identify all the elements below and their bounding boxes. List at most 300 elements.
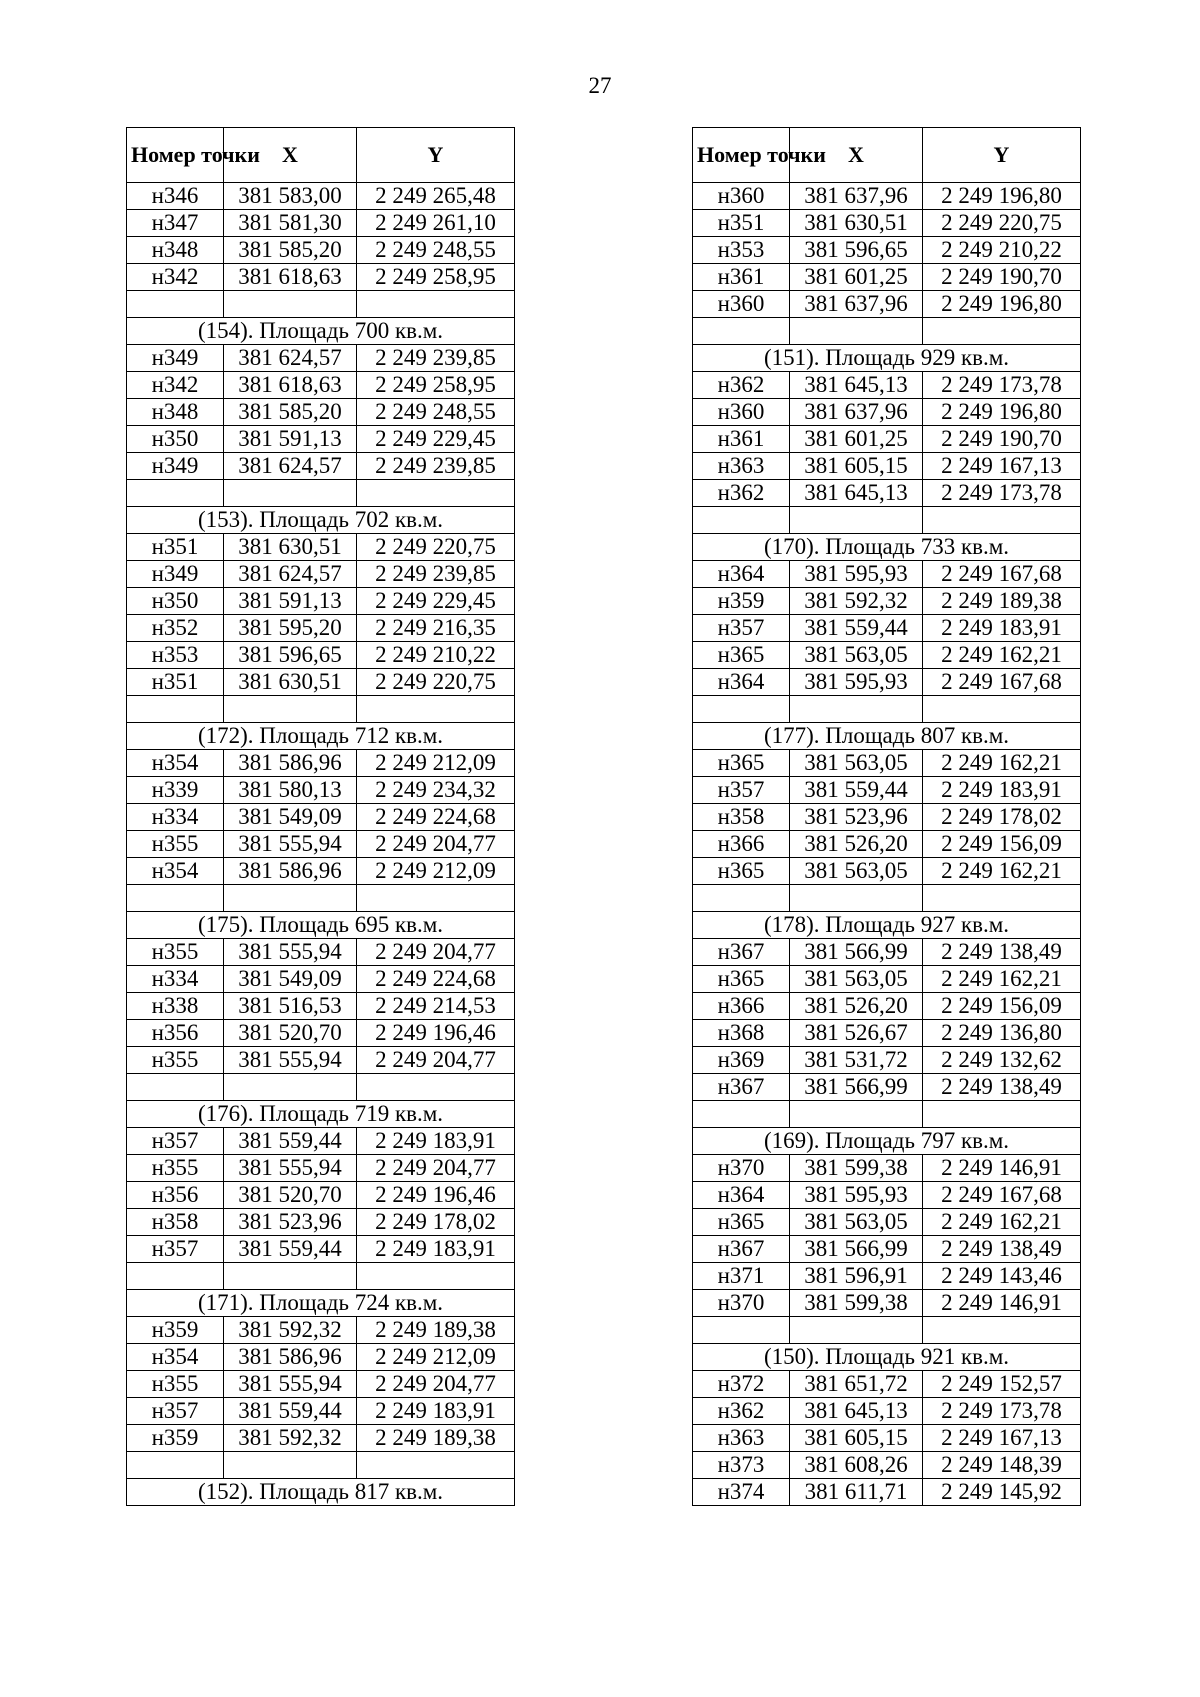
point-number-cell: н355: [127, 1371, 224, 1398]
point-number-cell: н355: [127, 1047, 224, 1074]
x-coordinate-cell: 381 630,51: [224, 534, 357, 561]
empty-cell: [357, 1263, 515, 1290]
empty-cell: [923, 1101, 1081, 1128]
x-coordinate-cell: 381 555,94: [224, 831, 357, 858]
point-number-cell: н370: [693, 1290, 790, 1317]
x-coordinate-cell: 381 523,96: [224, 1209, 357, 1236]
table-row: [127, 831, 515, 858]
table-row: [127, 804, 515, 831]
table-row: [693, 453, 1081, 480]
x-coordinate-cell: 381 563,05: [790, 1209, 923, 1236]
point-number-cell: н371: [693, 1263, 790, 1290]
x-coordinate-cell: 381 563,05: [790, 858, 923, 885]
x-coordinate-cell: 381 586,96: [224, 1344, 357, 1371]
point-number-cell: н365: [693, 858, 790, 885]
x-coordinate-cell: 381 595,93: [790, 561, 923, 588]
table-row: [127, 1398, 515, 1425]
x-coordinate-cell: 381 645,13: [790, 372, 923, 399]
x-coordinate-cell: 381 559,44: [224, 1398, 357, 1425]
point-number-cell: н364: [693, 1182, 790, 1209]
point-number-cell: н334: [127, 804, 224, 831]
table-row: [127, 642, 515, 669]
parcel-area-label: (151). Площадь 929 кв.м.: [693, 345, 1081, 372]
parcel-area-label: (178). Площадь 927 кв.м.: [693, 912, 1081, 939]
point-number-cell: н360: [693, 291, 790, 318]
x-coordinate-cell: 381 624,57: [224, 561, 357, 588]
x-coordinate-cell: 381 630,51: [224, 669, 357, 696]
y-coordinate-cell: 2 249 152,57: [923, 1371, 1081, 1398]
point-number-cell: н367: [693, 939, 790, 966]
x-coordinate-cell: 381 526,20: [790, 831, 923, 858]
table-row: [127, 264, 515, 291]
table-row: [693, 561, 1081, 588]
y-coordinate-cell: 2 249 196,46: [357, 1020, 515, 1047]
x-coordinate-cell: 381 592,32: [224, 1425, 357, 1452]
parcel-area-label: (176). Площадь 719 кв.м.: [127, 1101, 515, 1128]
point-number-cell: н365: [693, 642, 790, 669]
y-coordinate-cell: 2 249 145,92: [923, 1479, 1081, 1506]
parcel-area-row: [127, 1290, 515, 1317]
empty-cell: [127, 1452, 224, 1479]
x-coordinate-cell: 381 555,94: [224, 939, 357, 966]
empty-cell: [224, 696, 357, 723]
y-coordinate-cell: 2 249 196,46: [357, 1182, 515, 1209]
x-coordinate-cell: 381 526,20: [790, 993, 923, 1020]
empty-row: [693, 1101, 1081, 1128]
y-coordinate-cell: 2 249 224,68: [357, 966, 515, 993]
empty-cell: [357, 885, 515, 912]
table-body-right: [693, 183, 1081, 1506]
parcel-area-row: [127, 318, 515, 345]
empty-cell: [127, 291, 224, 318]
y-coordinate-cell: 2 249 229,45: [357, 588, 515, 615]
parcel-area-row: [693, 912, 1081, 939]
empty-row: [693, 885, 1081, 912]
empty-cell: [127, 885, 224, 912]
empty-row: [693, 507, 1081, 534]
x-coordinate-cell: 381 618,63: [224, 372, 357, 399]
x-coordinate-cell: 381 549,09: [224, 804, 357, 831]
empty-cell: [790, 885, 923, 912]
table-row: [693, 669, 1081, 696]
empty-cell: [224, 480, 357, 507]
table-row: [127, 1344, 515, 1371]
y-coordinate-cell: 2 249 138,49: [923, 1074, 1081, 1101]
point-number-cell: н342: [127, 372, 224, 399]
y-coordinate-cell: 2 249 220,75: [357, 669, 515, 696]
table-row: [693, 750, 1081, 777]
x-coordinate-cell: 381 630,51: [790, 210, 923, 237]
point-number-cell: н362: [693, 480, 790, 507]
x-coordinate-cell: 381 637,96: [790, 183, 923, 210]
y-coordinate-cell: 2 249 183,91: [357, 1398, 515, 1425]
parcel-area-label: (152). Площадь 817 кв.м.: [127, 1479, 515, 1506]
x-coordinate-cell: 381 618,63: [224, 264, 357, 291]
empty-row: [693, 1317, 1081, 1344]
point-number-cell: н358: [127, 1209, 224, 1236]
y-coordinate-cell: 2 249 229,45: [357, 426, 515, 453]
header-point-number: Номер точки: [693, 128, 790, 183]
empty-cell: [224, 1263, 357, 1290]
empty-cell: [357, 1452, 515, 1479]
y-coordinate-cell: 2 249 143,46: [923, 1263, 1081, 1290]
table-row: [693, 1452, 1081, 1479]
point-number-cell: н361: [693, 264, 790, 291]
table-row: [693, 642, 1081, 669]
point-number-cell: н357: [693, 615, 790, 642]
x-coordinate-cell: 381 566,99: [790, 1236, 923, 1263]
table-row: [127, 615, 515, 642]
point-number-cell: н362: [693, 1398, 790, 1425]
y-coordinate-cell: 2 249 234,32: [357, 777, 515, 804]
x-coordinate-cell: 381 596,91: [790, 1263, 923, 1290]
table-row: [693, 858, 1081, 885]
y-coordinate-cell: 2 249 156,09: [923, 831, 1081, 858]
y-coordinate-cell: 2 249 204,77: [357, 1047, 515, 1074]
empty-row: [127, 885, 515, 912]
y-coordinate-cell: 2 249 204,77: [357, 1155, 515, 1182]
y-coordinate-cell: 2 249 162,21: [923, 642, 1081, 669]
table-row: [693, 480, 1081, 507]
table-row: [127, 426, 515, 453]
point-number-cell: н354: [127, 1344, 224, 1371]
point-number-cell: н350: [127, 426, 224, 453]
point-number-cell: н374: [693, 1479, 790, 1506]
x-coordinate-cell: 381 580,13: [224, 777, 357, 804]
point-number-cell: н362: [693, 372, 790, 399]
x-coordinate-cell: 381 566,99: [790, 1074, 923, 1101]
empty-cell: [127, 480, 224, 507]
table-row: [693, 1155, 1081, 1182]
point-number-cell: н351: [693, 210, 790, 237]
y-coordinate-cell: 2 249 132,62: [923, 1047, 1081, 1074]
table-row: [693, 291, 1081, 318]
y-coordinate-cell: 2 249 173,78: [923, 372, 1081, 399]
y-coordinate-cell: 2 249 156,09: [923, 993, 1081, 1020]
table-row: [693, 1263, 1081, 1290]
point-number-cell: н356: [127, 1020, 224, 1047]
empty-cell: [790, 1101, 923, 1128]
y-coordinate-cell: 2 249 189,38: [923, 588, 1081, 615]
y-coordinate-cell: 2 249 190,70: [923, 264, 1081, 291]
x-coordinate-cell: 381 526,67: [790, 1020, 923, 1047]
y-coordinate-cell: 2 249 173,78: [923, 1398, 1081, 1425]
x-coordinate-cell: 381 523,96: [790, 804, 923, 831]
parcel-area-label: (153). Площадь 702 кв.м.: [127, 507, 515, 534]
table-row: [693, 588, 1081, 615]
point-number-cell: н357: [127, 1398, 224, 1425]
x-coordinate-cell: 381 599,38: [790, 1155, 923, 1182]
y-coordinate-cell: 2 249 212,09: [357, 1344, 515, 1371]
table-row: [693, 777, 1081, 804]
table-row: [693, 615, 1081, 642]
empty-row: [127, 1452, 515, 1479]
y-coordinate-cell: 2 249 210,22: [357, 642, 515, 669]
parcel-area-row: [127, 723, 515, 750]
table-row: [693, 804, 1081, 831]
y-coordinate-cell: 2 249 258,95: [357, 264, 515, 291]
x-coordinate-cell: 381 555,94: [224, 1371, 357, 1398]
empty-cell: [224, 1452, 357, 1479]
table-row: [127, 1317, 515, 1344]
y-coordinate-cell: 2 249 178,02: [357, 1209, 515, 1236]
empty-cell: [693, 1317, 790, 1344]
point-number-cell: н355: [127, 939, 224, 966]
x-coordinate-cell: 381 645,13: [790, 480, 923, 507]
empty-cell: [923, 507, 1081, 534]
table-row: [127, 1128, 515, 1155]
x-coordinate-cell: 381 520,70: [224, 1020, 357, 1047]
y-coordinate-cell: 2 249 183,91: [357, 1236, 515, 1263]
x-coordinate-cell: 381 563,05: [790, 642, 923, 669]
point-number-cell: н356: [127, 1182, 224, 1209]
empty-cell: [127, 696, 224, 723]
y-coordinate-cell: 2 249 183,91: [923, 777, 1081, 804]
empty-row: [127, 291, 515, 318]
empty-cell: [127, 1074, 224, 1101]
y-coordinate-cell: 2 249 162,21: [923, 966, 1081, 993]
x-coordinate-cell: 381 595,93: [790, 1182, 923, 1209]
table-row: [693, 1290, 1081, 1317]
table-row: [693, 831, 1081, 858]
point-number-cell: н373: [693, 1452, 790, 1479]
x-coordinate-cell: 381 566,99: [790, 939, 923, 966]
point-number-cell: н349: [127, 453, 224, 480]
table-header-row: [693, 128, 1081, 183]
coordinates-table-left: [126, 127, 515, 1506]
x-coordinate-cell: 381 559,44: [224, 1128, 357, 1155]
x-coordinate-cell: 381 586,96: [224, 858, 357, 885]
parcel-area-row: [693, 345, 1081, 372]
table-row: [127, 1182, 515, 1209]
y-coordinate-cell: 2 249 190,70: [923, 426, 1081, 453]
point-number-cell: н370: [693, 1155, 790, 1182]
y-coordinate-cell: 2 249 138,49: [923, 939, 1081, 966]
empty-cell: [923, 885, 1081, 912]
x-coordinate-cell: 381 637,96: [790, 399, 923, 426]
table-row: [127, 534, 515, 561]
table-row: [127, 669, 515, 696]
table-row: [127, 237, 515, 264]
empty-cell: [790, 507, 923, 534]
table-row: [127, 1047, 515, 1074]
x-coordinate-cell: 381 624,57: [224, 345, 357, 372]
x-coordinate-cell: 381 651,72: [790, 1371, 923, 1398]
point-number-cell: н369: [693, 1047, 790, 1074]
point-number-cell: н358: [693, 804, 790, 831]
x-coordinate-cell: 381 563,05: [790, 966, 923, 993]
point-number-cell: н352: [127, 615, 224, 642]
table-row: [693, 237, 1081, 264]
parcel-area-label: (175). Площадь 695 кв.м.: [127, 912, 515, 939]
empty-cell: [923, 318, 1081, 345]
y-coordinate-cell: 2 249 167,68: [923, 1182, 1081, 1209]
point-number-cell: н357: [693, 777, 790, 804]
parcel-area-label: (171). Площадь 724 кв.м.: [127, 1290, 515, 1317]
parcel-area-row: [127, 1101, 515, 1128]
empty-row: [127, 1263, 515, 1290]
table-row: [127, 858, 515, 885]
empty-row: [127, 480, 515, 507]
x-coordinate-cell: 381 595,93: [790, 669, 923, 696]
y-coordinate-cell: 2 249 189,38: [357, 1317, 515, 1344]
y-coordinate-cell: 2 249 220,75: [923, 210, 1081, 237]
table-row: [127, 372, 515, 399]
y-coordinate-cell: 2 249 136,80: [923, 1020, 1081, 1047]
point-number-cell: н338: [127, 993, 224, 1020]
x-coordinate-cell: 381 555,94: [224, 1047, 357, 1074]
table-row: [693, 1074, 1081, 1101]
x-coordinate-cell: 381 592,32: [224, 1317, 357, 1344]
table-row: [693, 1047, 1081, 1074]
parcel-area-label: (177). Площадь 807 кв.м.: [693, 723, 1081, 750]
empty-cell: [693, 318, 790, 345]
y-coordinate-cell: 2 249 146,91: [923, 1155, 1081, 1182]
empty-cell: [790, 318, 923, 345]
x-coordinate-cell: 381 591,13: [224, 426, 357, 453]
point-number-cell: н360: [693, 399, 790, 426]
empty-cell: [693, 696, 790, 723]
x-coordinate-cell: 381 599,38: [790, 1290, 923, 1317]
point-number-cell: н368: [693, 1020, 790, 1047]
x-coordinate-cell: 381 601,25: [790, 426, 923, 453]
table-row: [693, 1209, 1081, 1236]
parcel-area-row: [693, 1128, 1081, 1155]
x-coordinate-cell: 381 559,44: [790, 777, 923, 804]
point-number-cell: н363: [693, 453, 790, 480]
point-number-cell: н363: [693, 1425, 790, 1452]
table-row: [693, 426, 1081, 453]
table-row: [127, 939, 515, 966]
y-coordinate-cell: 2 249 196,80: [923, 399, 1081, 426]
y-coordinate-cell: 2 249 204,77: [357, 939, 515, 966]
point-number-cell: н364: [693, 561, 790, 588]
empty-cell: [790, 696, 923, 723]
table-row: [693, 372, 1081, 399]
point-number-cell: н359: [127, 1317, 224, 1344]
y-coordinate-cell: 2 249 167,68: [923, 669, 1081, 696]
y-coordinate-cell: 2 249 210,22: [923, 237, 1081, 264]
parcel-area-label: (169). Площадь 797 кв.м.: [693, 1128, 1081, 1155]
table-row: [127, 993, 515, 1020]
x-coordinate-cell: 381 637,96: [790, 291, 923, 318]
parcel-area-row: [127, 912, 515, 939]
empty-cell: [790, 1317, 923, 1344]
empty-cell: [693, 507, 790, 534]
table-row: [693, 183, 1081, 210]
table-body-left: [127, 183, 515, 1506]
x-coordinate-cell: 381 549,09: [224, 966, 357, 993]
table-row: [693, 1398, 1081, 1425]
table-row: [127, 1020, 515, 1047]
y-coordinate-cell: 2 249 248,55: [357, 399, 515, 426]
y-coordinate-cell: 2 249 239,85: [357, 345, 515, 372]
x-coordinate-cell: 381 608,26: [790, 1452, 923, 1479]
point-number-cell: н361: [693, 426, 790, 453]
table-row: [127, 345, 515, 372]
table-row: [127, 588, 515, 615]
point-number-cell: н355: [127, 831, 224, 858]
empty-cell: [693, 885, 790, 912]
x-coordinate-cell: 381 596,65: [224, 642, 357, 669]
parcel-area-label: (150). Площадь 921 кв.м.: [693, 1344, 1081, 1371]
point-number-cell: н347: [127, 210, 224, 237]
y-coordinate-cell: 2 249 167,68: [923, 561, 1081, 588]
y-coordinate-cell: 2 249 148,39: [923, 1452, 1081, 1479]
x-coordinate-cell: 381 624,57: [224, 453, 357, 480]
point-number-cell: н353: [693, 237, 790, 264]
y-coordinate-cell: 2 249 146,91: [923, 1290, 1081, 1317]
parcel-area-row: [127, 507, 515, 534]
page-number: 27: [588, 73, 612, 98]
y-coordinate-cell: 2 249 178,02: [923, 804, 1081, 831]
point-number-cell: н365: [693, 1209, 790, 1236]
empty-cell: [357, 480, 515, 507]
y-coordinate-cell: 2 249 189,38: [357, 1425, 515, 1452]
y-coordinate-cell: 2 249 220,75: [357, 534, 515, 561]
parcel-area-row: [693, 534, 1081, 561]
table-row: [127, 1209, 515, 1236]
x-coordinate-cell: 381 555,94: [224, 1155, 357, 1182]
point-number-cell: н354: [127, 858, 224, 885]
table-row: [693, 1236, 1081, 1263]
y-coordinate-cell: 2 249 167,13: [923, 1425, 1081, 1452]
y-coordinate-cell: 2 249 248,55: [357, 237, 515, 264]
point-number-cell: н353: [127, 642, 224, 669]
parcel-area-row: [693, 723, 1081, 750]
y-coordinate-cell: 2 249 162,21: [923, 750, 1081, 777]
x-coordinate-cell: 381 591,13: [224, 588, 357, 615]
x-coordinate-cell: 381 559,44: [790, 615, 923, 642]
point-number-cell: н339: [127, 777, 224, 804]
header-x: X: [224, 128, 357, 183]
y-coordinate-cell: 2 249 173,78: [923, 480, 1081, 507]
x-coordinate-cell: 381 516,53: [224, 993, 357, 1020]
y-coordinate-cell: 2 249 261,10: [357, 210, 515, 237]
point-number-cell: н359: [693, 588, 790, 615]
x-coordinate-cell: 381 601,25: [790, 264, 923, 291]
x-coordinate-cell: 381 586,96: [224, 750, 357, 777]
header-x: X: [790, 128, 923, 183]
table-row: [693, 1371, 1081, 1398]
point-number-cell: н350: [127, 588, 224, 615]
table-row: [127, 399, 515, 426]
empty-cell: [224, 1074, 357, 1101]
point-number-cell: н367: [693, 1236, 790, 1263]
x-coordinate-cell: 381 605,15: [790, 1425, 923, 1452]
table-row: [693, 399, 1081, 426]
header-y: Y: [357, 128, 515, 183]
point-number-cell: н365: [693, 750, 790, 777]
y-coordinate-cell: 2 249 239,85: [357, 561, 515, 588]
point-number-cell: н366: [693, 831, 790, 858]
header-point-number: Номер точки: [127, 128, 224, 183]
parcel-area-row: [127, 1479, 515, 1506]
y-coordinate-cell: 2 249 212,09: [357, 858, 515, 885]
point-number-cell: н367: [693, 1074, 790, 1101]
point-number-cell: н365: [693, 966, 790, 993]
point-number-cell: н348: [127, 237, 224, 264]
table-row: [127, 1236, 515, 1263]
x-coordinate-cell: 381 581,30: [224, 210, 357, 237]
empty-cell: [224, 291, 357, 318]
x-coordinate-cell: 381 583,00: [224, 183, 357, 210]
table-row: [693, 1182, 1081, 1209]
y-coordinate-cell: 2 249 138,49: [923, 1236, 1081, 1263]
y-coordinate-cell: 2 249 204,77: [357, 1371, 515, 1398]
point-number-cell: н346: [127, 183, 224, 210]
y-coordinate-cell: 2 249 196,80: [923, 183, 1081, 210]
